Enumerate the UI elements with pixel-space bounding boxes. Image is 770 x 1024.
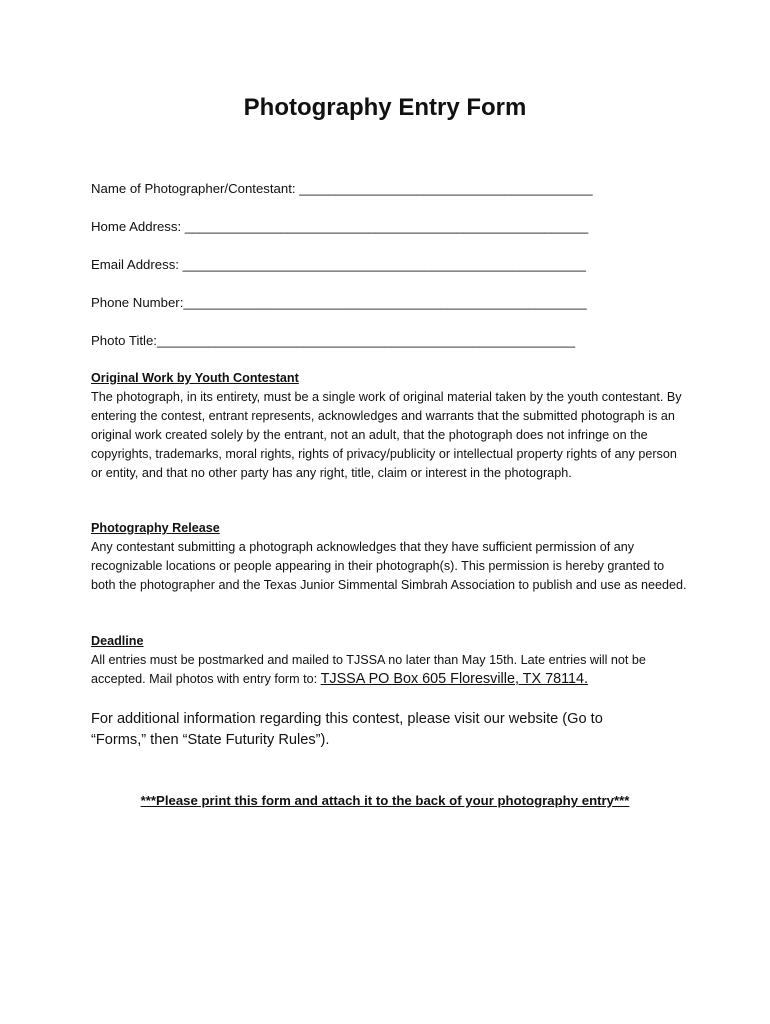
deadline-body-wrapper	[91, 651, 691, 689]
photography-release-body: Any contestant submitting a photograph acknowledges that they have sufficient permission of any recognizable locations or people appearing in their photograph(s). This permission is hereby granted to both the photographer and the Texas Junior Simmental Simbrah Association to publish and use as needed.	[91, 540, 687, 592]
print-notice: ***Please print this form and attach it to the back of your photography entry***	[140, 793, 630, 808]
original-work-section	[91, 369, 691, 483]
deadline-heading: Deadline	[91, 634, 144, 648]
email-address-field: Email Address: _______________________________________________________	[91, 257, 587, 272]
photography-release-heading: Photography Release	[91, 521, 220, 535]
original-work-body: The photograph, in its entirety, must be a single work of original material taken by the youth contestant. By entering the contest, entrant represents, acknowledges and warrants that the submitted photograph is an original work created solely by the entrant, not an adult, that the photograph does not infringe on the copyrights, trademarks, moral rights, rights of privacy/publicity or intellectual property rights of any person or entity, and that no other party has any right, title, claim or interest in the photograph.	[91, 390, 682, 480]
original-work-heading: Original Work by Youth Contestant	[91, 371, 299, 385]
photo-title-field: Photo Title:_________________________________________________________	[91, 333, 576, 348]
mailing-address-link[interactable]: TJSSA PO Box 605 Floresville, TX 78114.	[320, 671, 589, 687]
photographer-name-field: Name of Photographer/Contestant: ________________________________________	[91, 181, 593, 196]
photography-release-section	[91, 519, 691, 595]
phone-number-field: Phone Number:_______________________________________________________	[91, 295, 587, 310]
additional-info-text: For additional information regarding this contest, please visit our website (Go to “Forms,” then “State Futurity Rules”).	[91, 711, 603, 748]
page-title: Photography Entry Form	[243, 94, 527, 121]
home-address-field: Home Address: _______________________________________________________	[91, 219, 589, 234]
deadline-section	[91, 632, 691, 689]
deadline-body: All entries must be postmarked and mailed to TJSSA no later than May 15th. Late entries will not be accepted. Mail photos with entry form to:	[91, 653, 646, 686]
